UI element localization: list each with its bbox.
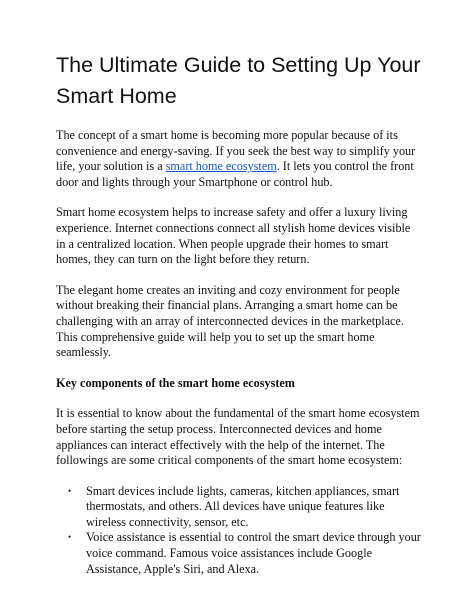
elegant-home-paragraph: The elegant home creates an inviting and cozy environment for people without breaking their financial plans. Arranging a smart home can be challenging with an array of interconnected devices in the marketplace. This comprehensive guide will help you to set up the smart home seamlessly. [56, 282, 404, 360]
document-title: The Ultimate Guide to Setting Up Your Smart Home [56, 53, 421, 108]
bullet-icon: • [68, 532, 72, 543]
key-components-intro: It is essential to know about the fundamental of the smart home ecosystem before starting the setup process. Interconnected devices and home appliances can interact effectively with the help of the internet. The followings are some critical components of the smart home ecosystem: [56, 406, 420, 468]
list-item [68, 483, 422, 531]
list-item-text: Voice assistance is essential to control the smart device through your voice command. Famous voice assistances include Google Assistance, Apple's Siri, and Alexa. [86, 530, 421, 576]
list-item-text: Smart devices include lights, cameras, kitchen appliances, smart thermostats, and others. All devices have unique features like wireless connectivity, sensor, etc. [86, 483, 400, 529]
intro-text-end: . It lets you control the front door and lights through your Smartphone or control hub. [56, 159, 414, 189]
smart-home-ecosystem-link[interactable]: smart home ecosystem [165, 159, 277, 174]
safety-paragraph: Smart home ecosystem helps to increase safety and offer a luxury living experience. Internet connections connect all stylish home devices visible in a centralized location. When people upgrade their homes to smart homes, they can turn on the light before they return. [56, 205, 411, 267]
document-page [56, 50, 422, 577]
bullet-icon: • [68, 485, 72, 496]
intro-paragraph [56, 128, 422, 190]
list-item [68, 530, 422, 577]
intro-text-start: The concept of a smart home is becoming more popular because of its convenience and energy-saving. If you seek the best way to simplify your life, your solution is a [56, 128, 416, 174]
components-list [56, 484, 422, 578]
key-components-heading: Key components of the smart home ecosystem [56, 375, 295, 390]
